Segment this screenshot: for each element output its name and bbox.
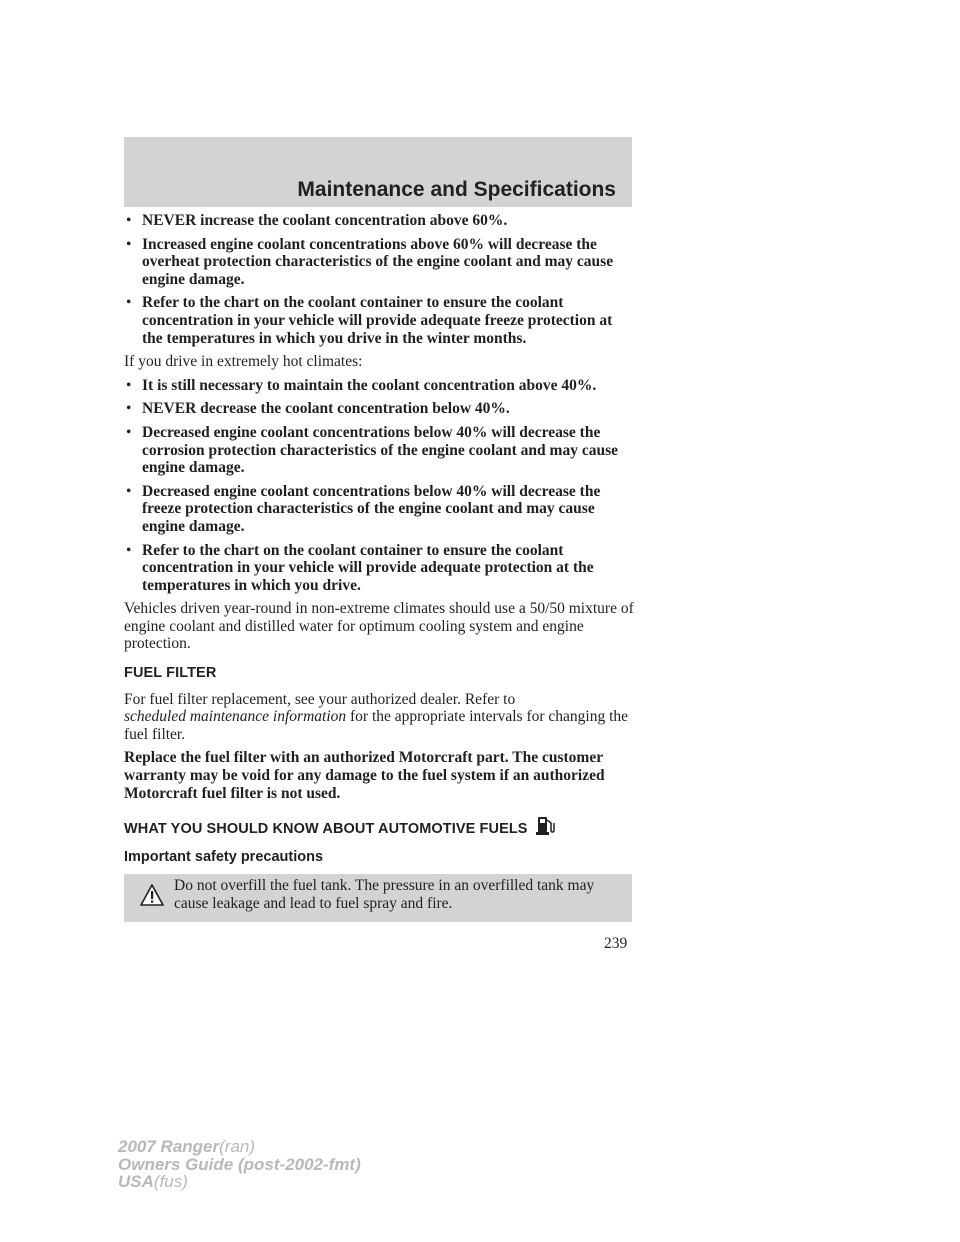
fuel-filter-text-before: For fuel filter replacement, see your authorized dealer. Refer to [124, 690, 516, 708]
fuel-filter-heading: FUEL FILTER [124, 665, 217, 682]
safety-precautions-heading: Important safety precautions [124, 848, 324, 865]
document-footer [118, 1138, 361, 1191]
list-item: • Increased engine coolant concentrations above 60% will decrease the overheat protection characteristics of the engine coolant and may cause engine damage. [124, 236, 636, 289]
warning-box [124, 874, 632, 922]
list-item: • Decreased engine coolant concentrations below 40% will decrease the corrosion protection characteristics of the engine coolant and may cause engine damage. [124, 424, 636, 477]
motorcraft-paragraph: Replace the fuel filter with an authorized Motorcraft part. The customer warranty may be void for any damage to the fuel system if an authorized Motorcraft fuel filter is not used. [124, 749, 605, 802]
footer-line-1 [118, 1138, 361, 1156]
scheduled-maintenance-reference: scheduled maintenance information [124, 708, 347, 726]
list-item: • Refer to the chart on the coolant container to ensure the coolant concentration in your vehicle will provide adequate freeze protection at the temperatures in which you drive in the winter months. [124, 294, 636, 347]
fuel-filter-paragraph [124, 691, 636, 744]
automotive-fuels-heading-text: WHAT YOU SHOULD KNOW ABOUT AUTOMOTIVE FUELS [124, 821, 528, 838]
fuel-pump-icon [535, 814, 555, 836]
footer-model: 2007 Ranger [118, 1137, 220, 1156]
footer-line-2 [118, 1156, 361, 1174]
year-round-paragraph: Vehicles driven year-round in non-extreme climates should use a 50/50 mixture of engine coolant and distilled water for optimum cooling system and engine protection. [124, 600, 634, 653]
list-item: • Refer to the chart on the coolant container to ensure the coolant concentration in your vehicle will provide adequate protection at the temperatures in which you drive. [124, 542, 636, 595]
footer-line-3 [118, 1173, 361, 1191]
section-title: Maintenance and Specifications [297, 178, 616, 201]
footer-market-code: (fus) [153, 1172, 188, 1191]
footer-market: USA [118, 1172, 154, 1191]
footer-guide: Owners Guide (post-2002-fmt) [118, 1154, 361, 1174]
list-item: • NEVER decrease the coolant concentration below 40%. [124, 400, 636, 418]
warning-text: Do not overfill the fuel tank. The pressure in an overfilled tank may cause leakage and lead to fuel spray and fire. [174, 877, 595, 912]
page-number: 239 [604, 935, 628, 952]
page-content [124, 212, 636, 922]
list-item: • Decreased engine coolant concentrations below 40% will decrease the freeze protection characteristics of the engine coolant and may cause engine damage. [124, 483, 636, 536]
coolant-cold-bullets [124, 212, 636, 347]
footer-model-code: (ran) [219, 1137, 256, 1156]
hot-climates-intro: If you drive in extremely hot climates: [124, 353, 363, 371]
list-item: • NEVER increase the coolant concentration above 60%. [124, 212, 636, 230]
coolant-hot-bullets [124, 377, 636, 595]
automotive-fuels-heading [124, 814, 636, 839]
section-header-band [124, 137, 632, 207]
list-item: • It is still necessary to maintain the coolant concentration above 40%. [124, 377, 636, 395]
warning-triangle-icon [140, 884, 164, 906]
fuel-filter-text-after: for the appropriate intervals for changing the fuel filter. [124, 708, 629, 743]
